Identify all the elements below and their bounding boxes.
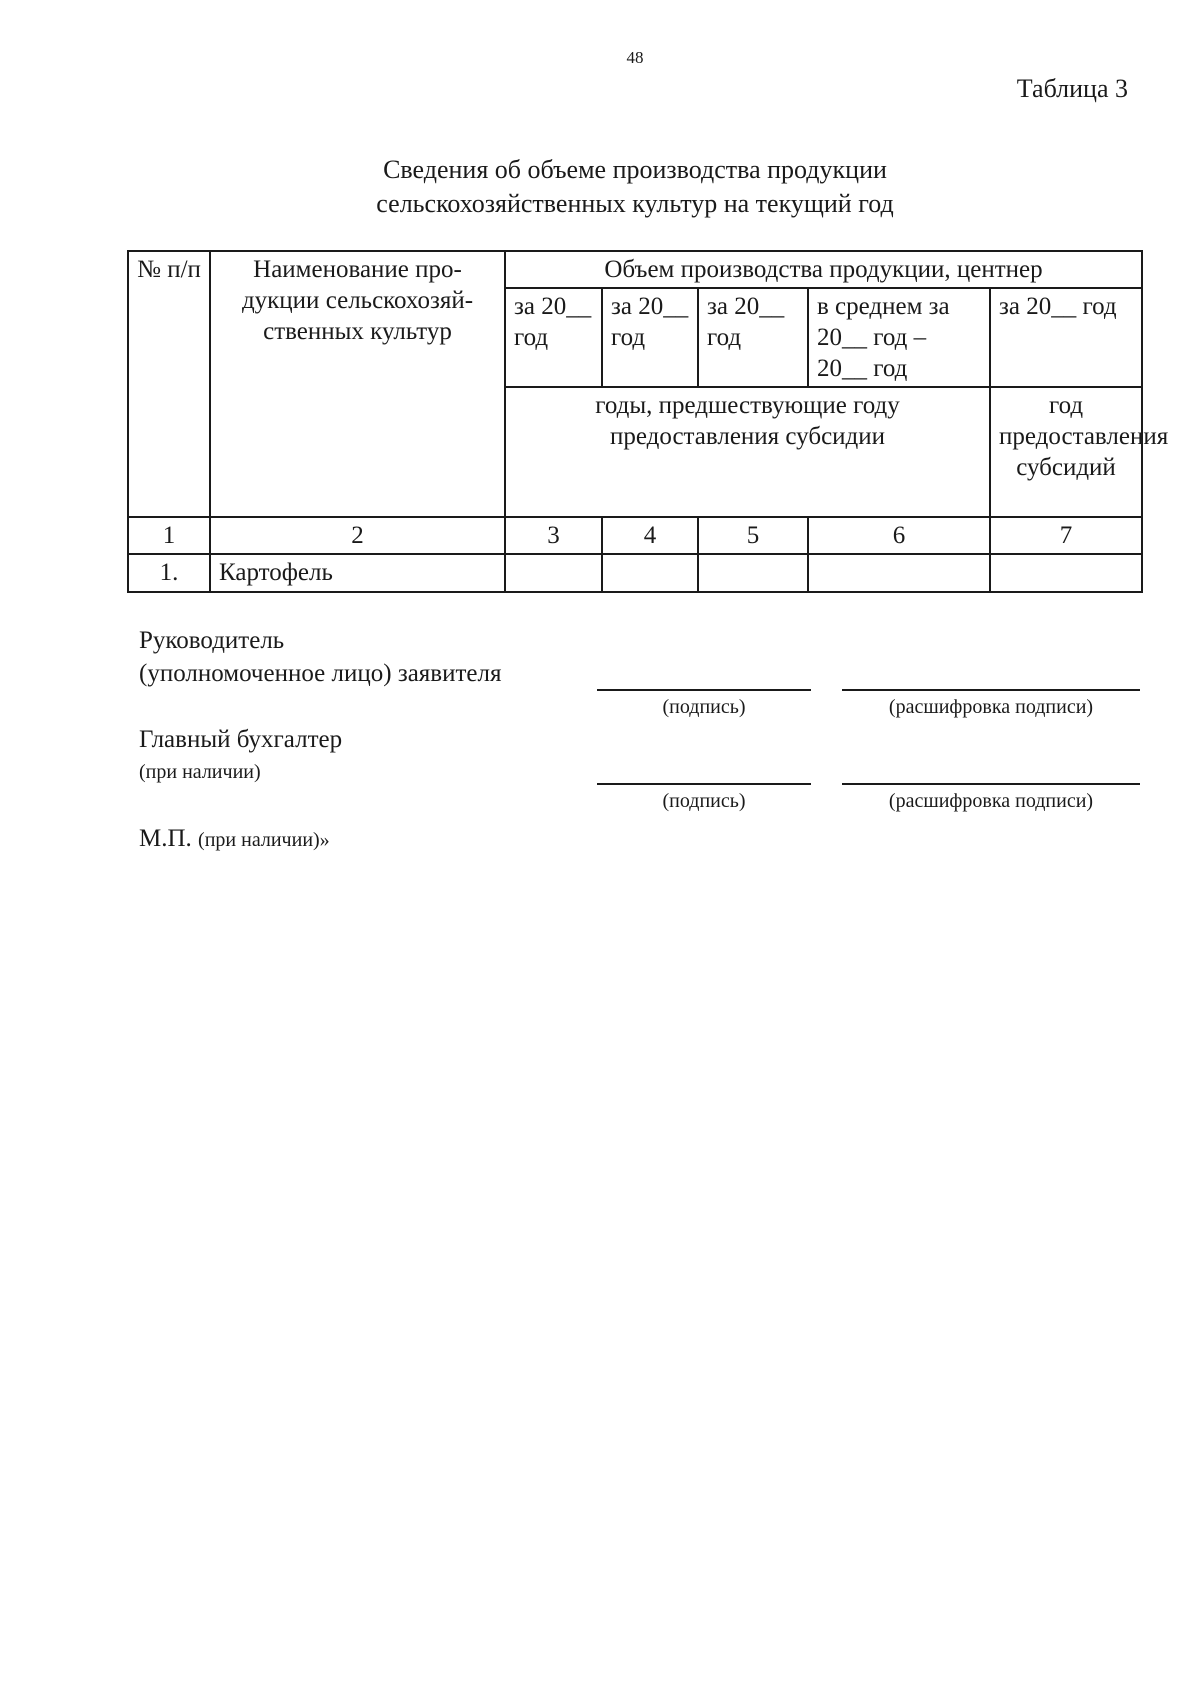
accountant-note: (при наличии) — [139, 761, 261, 783]
column-number-4: 4 — [602, 517, 698, 554]
header-average: в среднем за 20__ год – 20__ год — [808, 288, 990, 387]
row-number: 1. — [128, 554, 210, 592]
header-year-3: за 20__ год — [698, 288, 808, 387]
column-number-1: 1 — [128, 517, 210, 554]
column-number-3: 3 — [505, 517, 602, 554]
header-year-1: за 20__ год — [505, 288, 602, 387]
column-number-2: 2 — [210, 517, 505, 554]
column-number-7: 7 — [990, 517, 1142, 554]
header-subsidy-year: год предоставления субсидий — [990, 387, 1142, 517]
header-current-year: за 20__ год — [990, 288, 1142, 387]
row-value-4[interactable] — [602, 554, 698, 592]
header-production-volume: Объем производства продукции, центнер — [505, 251, 1142, 288]
header-product-name — [210, 251, 505, 517]
row-product-name: Картофель — [210, 554, 505, 592]
header-row-number: № п/п — [128, 251, 210, 517]
row-value-3[interactable] — [505, 554, 602, 592]
title-line-1: Сведения об объеме производства продукции — [383, 155, 887, 184]
header-product-name-line-3: ственных культур — [263, 318, 452, 345]
header-product-name-line-1: Наименование про- — [253, 256, 462, 283]
accountant-signature-line — [597, 783, 811, 785]
head-label-authorized: (уполномоченное лицо) заявителя — [139, 660, 502, 687]
title-line-2: сельскохозяйственных культур на текущий год — [376, 189, 894, 218]
table-row — [128, 554, 1142, 592]
page-number: 48 — [626, 48, 644, 67]
head-signature-caption: (подпись) — [662, 696, 746, 718]
accountant-label: Главный бухгалтер — [139, 726, 343, 753]
header-previous-years: годы, предшествующие году предоставления субсидии — [505, 387, 990, 517]
column-number-6: 6 — [808, 517, 990, 554]
document-title — [0, 153, 1200, 221]
stamp-note: (при наличии)» — [198, 829, 330, 851]
accountant-decode-caption: (расшифровка подписи) — [888, 790, 1094, 812]
row-value-7[interactable] — [990, 554, 1142, 592]
accountant-decode-line — [842, 783, 1140, 785]
head-decode-line — [842, 689, 1140, 691]
stamp-line — [139, 825, 330, 853]
column-number-5: 5 — [698, 517, 808, 554]
head-decode-caption: (расшифровка подписи) — [888, 696, 1094, 718]
row-value-5[interactable] — [698, 554, 808, 592]
accountant-signature-caption: (подпись) — [662, 790, 746, 812]
stamp-label: М.П. — [139, 825, 192, 852]
table-label: Таблица 3 — [1016, 74, 1128, 103]
row-value-6[interactable] — [808, 554, 990, 592]
head-signature-line — [597, 689, 811, 691]
header-product-name-line-2: дукции сельскохозяй- — [241, 287, 474, 314]
header-year-2: за 20__ год — [602, 288, 698, 387]
head-label: Руководитель — [139, 627, 285, 654]
production-volume-table — [127, 250, 1169, 593]
